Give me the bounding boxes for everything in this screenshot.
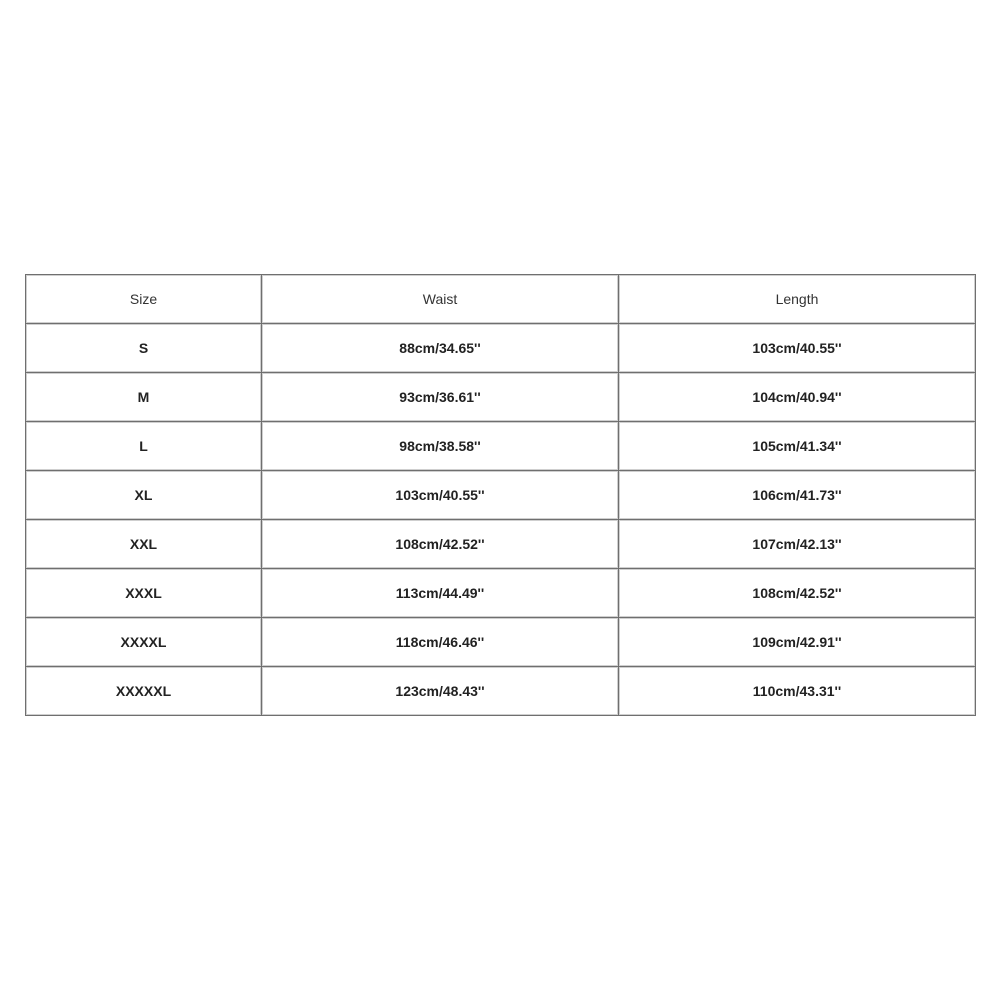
table-row <box>26 471 976 520</box>
length-cell: 105cm/41.34'' <box>619 422 976 471</box>
size-cell: L <box>26 422 262 471</box>
size-cell: XXXXXL <box>26 667 262 716</box>
length-cell: 109cm/42.91'' <box>619 618 976 667</box>
table-row <box>26 422 976 471</box>
header-size: Size <box>26 275 262 324</box>
table-row <box>26 324 976 373</box>
length-cell: 108cm/42.52'' <box>619 569 976 618</box>
table-row <box>26 569 976 618</box>
length-cell: 106cm/41.73'' <box>619 471 976 520</box>
table-row <box>26 618 976 667</box>
size-cell: M <box>26 373 262 422</box>
table-body <box>26 324 976 716</box>
header-length: Length <box>619 275 976 324</box>
size-chart-table <box>25 274 976 716</box>
length-cell: 110cm/43.31'' <box>619 667 976 716</box>
table-row <box>26 520 976 569</box>
size-cell: XXL <box>26 520 262 569</box>
size-cell: XXXL <box>26 569 262 618</box>
table-row <box>26 373 976 422</box>
header-row <box>26 275 976 324</box>
size-cell: XL <box>26 471 262 520</box>
size-cell: XXXXL <box>26 618 262 667</box>
waist-cell: 93cm/36.61'' <box>262 373 619 422</box>
waist-cell: 103cm/40.55'' <box>262 471 619 520</box>
length-cell: 107cm/42.13'' <box>619 520 976 569</box>
waist-cell: 123cm/48.43'' <box>262 667 619 716</box>
table-header <box>26 275 976 324</box>
waist-cell: 113cm/44.49'' <box>262 569 619 618</box>
table-row <box>26 667 976 716</box>
length-cell: 103cm/40.55'' <box>619 324 976 373</box>
header-waist: Waist <box>262 275 619 324</box>
waist-cell: 98cm/38.58'' <box>262 422 619 471</box>
waist-cell: 118cm/46.46'' <box>262 618 619 667</box>
size-cell: S <box>26 324 262 373</box>
waist-cell: 88cm/34.65'' <box>262 324 619 373</box>
waist-cell: 108cm/42.52'' <box>262 520 619 569</box>
length-cell: 104cm/40.94'' <box>619 373 976 422</box>
